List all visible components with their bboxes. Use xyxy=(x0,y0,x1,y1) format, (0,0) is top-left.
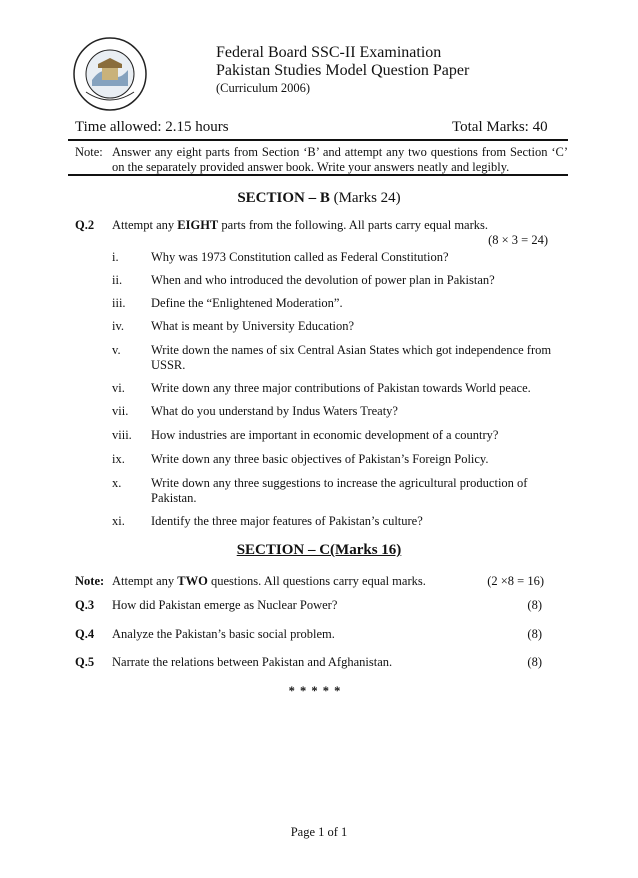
total-marks: Total Marks: 40 xyxy=(452,119,548,135)
header-block xyxy=(216,44,469,96)
q4-number: Q.4 xyxy=(75,627,95,641)
curriculum-label: (Curriculum 2006) xyxy=(216,81,311,95)
item-text: Why was 1973 Constitution called as Federal Constitution? xyxy=(151,250,449,264)
q3-marks: (8) xyxy=(527,598,542,612)
section-c-note-a: Attempt any xyxy=(112,574,178,588)
note-label: Note: xyxy=(75,145,103,159)
q3-number: Q.3 xyxy=(75,598,95,612)
end-marker: * * * * * xyxy=(288,684,342,698)
item-text: What do you understand by Indus Waters Treaty? xyxy=(151,404,398,418)
section-c-note xyxy=(112,574,426,589)
q2-number: Q.2 xyxy=(75,218,95,232)
item-text: Write down the names of six Central Asian States which got independence from USSR. xyxy=(151,343,552,372)
item-text: What is meant by University Education? xyxy=(151,319,355,333)
divider-top xyxy=(68,139,568,141)
board-logo xyxy=(72,36,148,112)
item-num: v. xyxy=(112,343,121,357)
section-b-heading xyxy=(0,190,638,207)
item-num: vii. xyxy=(112,404,129,418)
q5-text: Narrate the relations between Pakistan and Afghanistan. xyxy=(112,655,393,669)
section-c-note-bold: TWO xyxy=(177,574,208,588)
q4-marks: (8) xyxy=(527,627,542,641)
item-num: iii. xyxy=(112,296,126,310)
item-text: Write down any three major contributions of Pakistan towards World peace. xyxy=(151,381,531,395)
note-text: Answer any eight parts from Section ‘B’ and attempt any two questions from Section ‘C’ on the separately provided answer book. Write your answers neatly and legibly. xyxy=(112,145,568,174)
item-num: ix. xyxy=(112,452,125,466)
item-text: Write down any three suggestions to increase the agricultural production of Pakistan. xyxy=(151,476,528,505)
item-num: i. xyxy=(112,250,119,264)
item-num: iv. xyxy=(112,319,125,333)
q2-instruction-a: Attempt any xyxy=(112,218,178,232)
q5-marks: (8) xyxy=(527,655,542,669)
section-c-note-b: questions. All questions carry equal marks. xyxy=(207,574,426,588)
time-allowed: Time allowed: 2.15 hours xyxy=(75,119,229,135)
divider-bottom xyxy=(68,174,568,176)
item-text: Define the “Enlightened Moderation”. xyxy=(151,296,343,310)
section-c-heading xyxy=(0,542,638,559)
section-c-marks-formula: (2 ×8 = 16) xyxy=(487,574,544,588)
q4-text: Analyze the Pakistan’s basic social problem. xyxy=(112,627,335,641)
q2-instruction xyxy=(112,218,488,233)
item-num: ii. xyxy=(112,273,123,287)
page-number: Page 1 of 1 xyxy=(290,825,348,839)
section-c-note-label: Note: xyxy=(75,574,105,588)
exam-title: Federal Board SSC-II Examination xyxy=(216,44,442,61)
item-num: vi. xyxy=(112,381,125,395)
section-c-title: SECTION – C(Marks 16) xyxy=(236,542,402,558)
section-b-marks: (Marks 24) xyxy=(333,190,401,206)
q2-instruction-bold: EIGHT xyxy=(177,218,219,232)
item-text: How industries are important in economic development of a country? xyxy=(151,428,499,442)
item-text: Write down any three basic objectives of Pakistan’s Foreign Policy. xyxy=(151,452,489,466)
item-num: x. xyxy=(112,476,122,490)
section-b-title: SECTION – B xyxy=(237,190,330,206)
item-text: Identify the three major features of Pakistan’s culture? xyxy=(151,514,423,528)
paper-subtitle: Pakistan Studies Model Question Paper xyxy=(216,62,470,79)
q3-text: How did Pakistan emerge as Nuclear Power? xyxy=(112,598,338,612)
q2-instruction-b: parts from the following. All parts carry equal marks. xyxy=(218,218,488,232)
item-text: When and who introduced the devolution of power plan in Pakistan? xyxy=(151,273,495,287)
q5-number: Q.5 xyxy=(75,655,95,669)
q2-marks-formula: (8 × 3 = 24) xyxy=(488,233,548,247)
item-num: viii. xyxy=(112,428,132,442)
item-num: xi. xyxy=(112,514,125,528)
